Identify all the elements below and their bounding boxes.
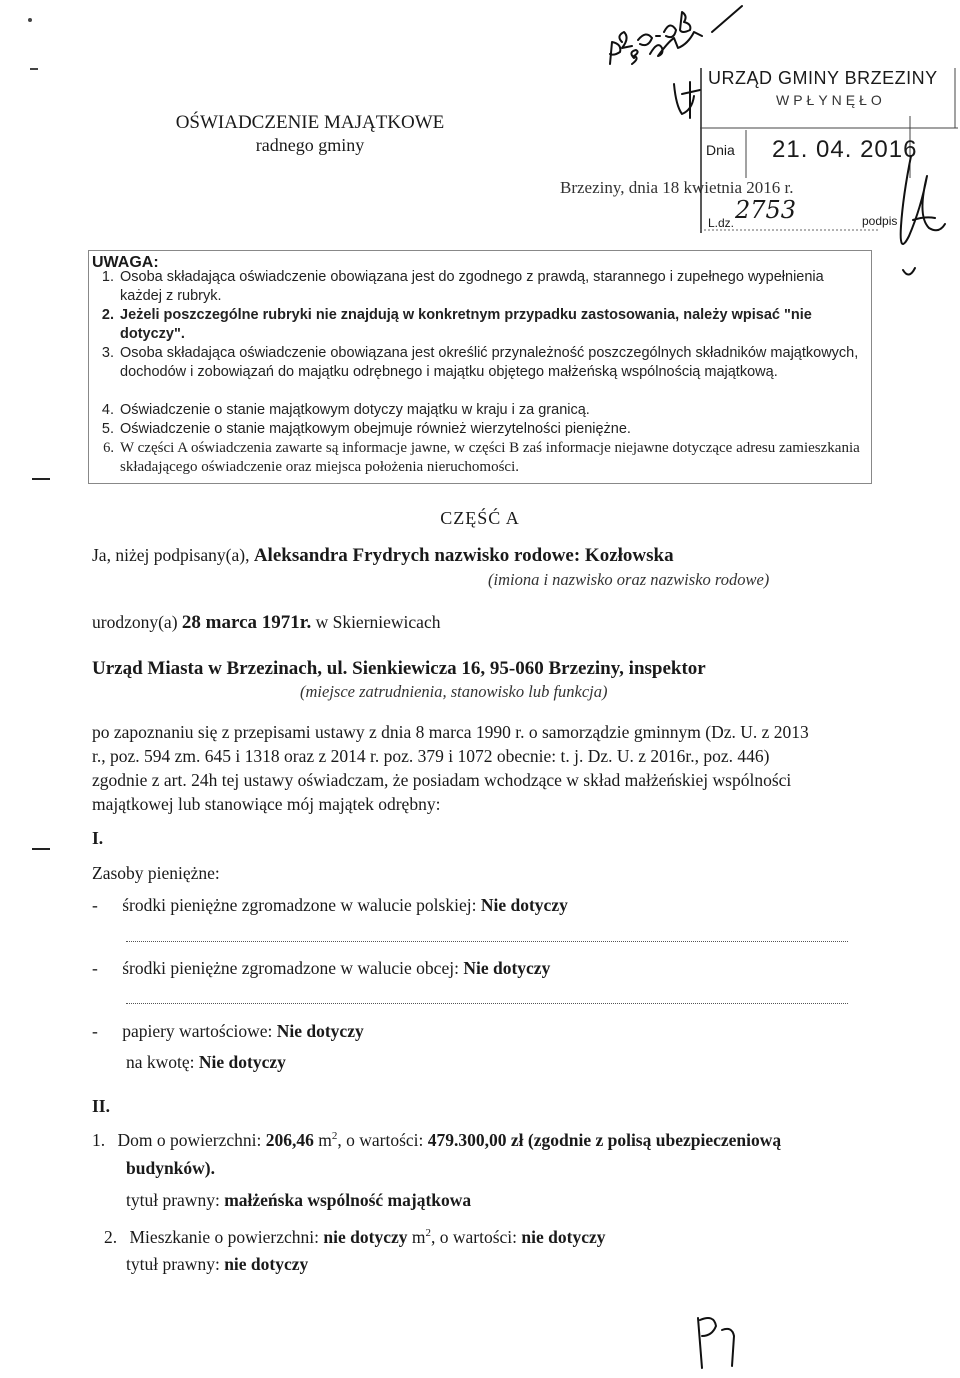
amount-label: na kwotę: — [126, 1052, 195, 1072]
item-value: 479.300,00 zł (zgodnie z polisą ubezpieczeniową — [427, 1129, 782, 1150]
item-1-legal-title — [126, 1188, 471, 1212]
section-2-item-2 — [104, 1221, 904, 1249]
item-label: papiery wartościowe: — [122, 1021, 273, 1041]
amount-value: Nie dotyczy — [198, 1052, 286, 1072]
item-unit: m — [318, 1129, 332, 1150]
document-subtitle: radnego gminy — [255, 135, 365, 155]
part-a-heading: CZĘŚĆ A — [440, 508, 520, 528]
item-label: Dom o powierzchni: — [117, 1129, 262, 1150]
item-value-continuation: budynków). — [126, 1158, 216, 1178]
section-1-numeral: I. — [92, 828, 104, 848]
born-date: 28 marca 1971r. — [181, 612, 312, 633]
stamp-podpis-label: podpis — [862, 214, 898, 228]
stamp-registration-number: 2753 — [735, 196, 797, 224]
item-mid: , o wartości: — [337, 1129, 424, 1150]
notice-item-2 — [92, 306, 867, 344]
notice-item-number: 5. — [101, 421, 114, 437]
notice-item-number: 4. — [101, 402, 114, 418]
item-area: 206,46 — [265, 1129, 314, 1150]
document-title: OŚWIADCZENIE MAJĄTKOWE — [175, 112, 445, 133]
stamp-date: 21. 04. 2016 — [772, 136, 918, 163]
item-label: środki pieniężne zgromadzone w walucie polskiej: — [122, 895, 477, 915]
stamp-dnia-label: Dnia — [706, 142, 735, 158]
item-unit-exponent: 2 — [331, 1130, 338, 1142]
notice-item-1 — [92, 268, 867, 306]
declarant-prefix: Ja, niżej podpisany(a), — [92, 545, 250, 565]
notice-item-number: 3. — [101, 345, 114, 361]
section-1-item — [92, 893, 568, 917]
dotted-fill-line — [126, 1002, 848, 1004]
notice-item-5 — [92, 420, 867, 439]
item-dash: - — [92, 958, 98, 978]
item-number: 2. — [104, 1226, 118, 1247]
notice-item-text: Jeżeli poszczególne rubryki nie znajdują w konkretnym przypadku zastosowania, należy wpisać "nie dotyczy". — [120, 307, 812, 342]
item-dash: - — [92, 895, 98, 915]
margin-mark — [28, 18, 32, 22]
place-and-date: Brzeziny, dnia 18 kwietnia 2016 r. — [560, 178, 794, 197]
item-label: środki pieniężne zgromadzone w walucie obcej: — [122, 958, 459, 978]
margin-mark — [30, 68, 38, 70]
section-1-title: Zasoby pieniężne: — [92, 863, 220, 883]
birth-line — [92, 610, 440, 635]
item-label: Mieszkanie o powierzchni: — [129, 1226, 320, 1247]
item-dash: - — [92, 1021, 98, 1041]
item-unit: m — [411, 1226, 426, 1247]
handwritten-signature — [893, 150, 953, 280]
born-place: w Skierniewicach — [315, 612, 441, 632]
section-2-numeral: II. — [92, 1096, 110, 1116]
notice-item-3 — [92, 344, 867, 401]
legal-title-label: tytuł prawny: — [126, 1254, 220, 1274]
stamp-title: URZĄD GMINY BRZEZINY — [708, 68, 938, 88]
item-value: Nie dotyczy — [276, 1021, 364, 1041]
declarant-line — [92, 543, 952, 568]
stamp-ldz-label: L.dz. — [708, 216, 735, 230]
margin-mark — [32, 478, 50, 480]
item-unit-exponent: 2 — [425, 1227, 431, 1239]
legal-basis-line: po zapoznaniu się z przepisami ustawy z dnia 8 marca 1990 r. o samorządzie gminnym (Dz. U. z 2013 — [92, 722, 809, 742]
dotted-fill-line — [126, 940, 848, 942]
notice-heading: UWAGA: — [92, 254, 159, 271]
amount-line — [126, 1050, 286, 1074]
employment-line: Urząd Miasta w Brzezinach, ul. Sienkiewicza 16, 95-060 Brzeziny, inspektor — [92, 658, 706, 679]
born-prefix: urodzony(a) — [92, 612, 178, 632]
notice-item-number: 6. — [103, 440, 114, 456]
legal-basis-line: majątkowej lub stanowiące mój majątek odrębny: — [92, 794, 441, 814]
item-2-legal-title — [126, 1252, 308, 1276]
section-2-item-1 — [92, 1124, 892, 1152]
handwritten-page-initials — [688, 1310, 758, 1374]
item-number: 1. — [92, 1129, 106, 1150]
legal-title-value: małżeńska wspólność majątkowa — [224, 1190, 472, 1210]
handwritten-received-note — [590, 2, 760, 72]
notice-item-text: Osoba składająca oświadczenie obowiązana jest określić przynależność poszczególnych składników majątkowych, dochodów i zobowiązań do majątku odrębnego i majątku objętego małżeńską wspólnością majątkową. — [120, 345, 859, 380]
item-mid: , o wartości: — [431, 1226, 518, 1247]
notice-item-text: Oświadczenie o stanie majątkowym obejmuje również wierzytelności pieniężne. — [120, 421, 631, 437]
notice-item-6 — [92, 439, 867, 477]
legal-basis-text — [92, 720, 872, 816]
legal-title-value: nie dotyczy — [224, 1254, 309, 1274]
notice-item-4 — [92, 401, 867, 420]
item-value: Nie dotyczy — [480, 895, 568, 915]
item-area: nie dotyczy — [323, 1226, 408, 1247]
item-value: Nie dotyczy — [463, 958, 551, 978]
notice-item-number: 2. — [101, 307, 114, 323]
notice-item-text: W części A oświadczenia zawarte są informacje jawne, w części B zaś informacje niejawne dotyczące adresu zamieszkania składającego oświadczenie oraz miejsca położenia nieruchomości. — [120, 440, 860, 475]
employment-caption: (miejsce zatrudnienia, stanowisko lub funkcja) — [300, 682, 608, 701]
legal-basis-line: zgodnie z art. 24h tej ustawy oświadczam, że posiadam wchodzące w skład małżeńskiej wspólności — [92, 770, 792, 790]
item-value: nie dotyczy — [521, 1226, 606, 1247]
notice-item-text: Oświadczenie o stanie majątkowym dotyczy majątku w kraju i za granicą. — [120, 402, 590, 418]
declarant-caption: (imiona i nazwisko oraz nazwisko rodowe) — [488, 570, 770, 589]
notice-item-text: Osoba składająca oświadczenie obowiązana jest do zgodnego z prawdą, starannego i zupełnego wypełnienia każdej z rubryk. — [120, 269, 824, 304]
section-1-item — [92, 1019, 364, 1043]
declarant-name: Aleksandra Frydrych nazwisko rodowe: Kozłowska — [253, 545, 674, 566]
section-1-item — [92, 956, 550, 980]
margin-mark — [32, 848, 50, 850]
stamp-subtitle: WPŁYNĘŁO — [776, 92, 886, 108]
legal-title-label: tytuł prawny: — [126, 1190, 220, 1210]
notice-item-number: 1. — [101, 269, 114, 285]
legal-basis-line: r., poz. 594 zm. 645 i 1318 oraz z 2014 r. poz. 379 i 1072 obecnie: t. j. Dz. U. z 2016r., poz. 446) — [92, 746, 770, 766]
notice-list — [92, 268, 867, 477]
